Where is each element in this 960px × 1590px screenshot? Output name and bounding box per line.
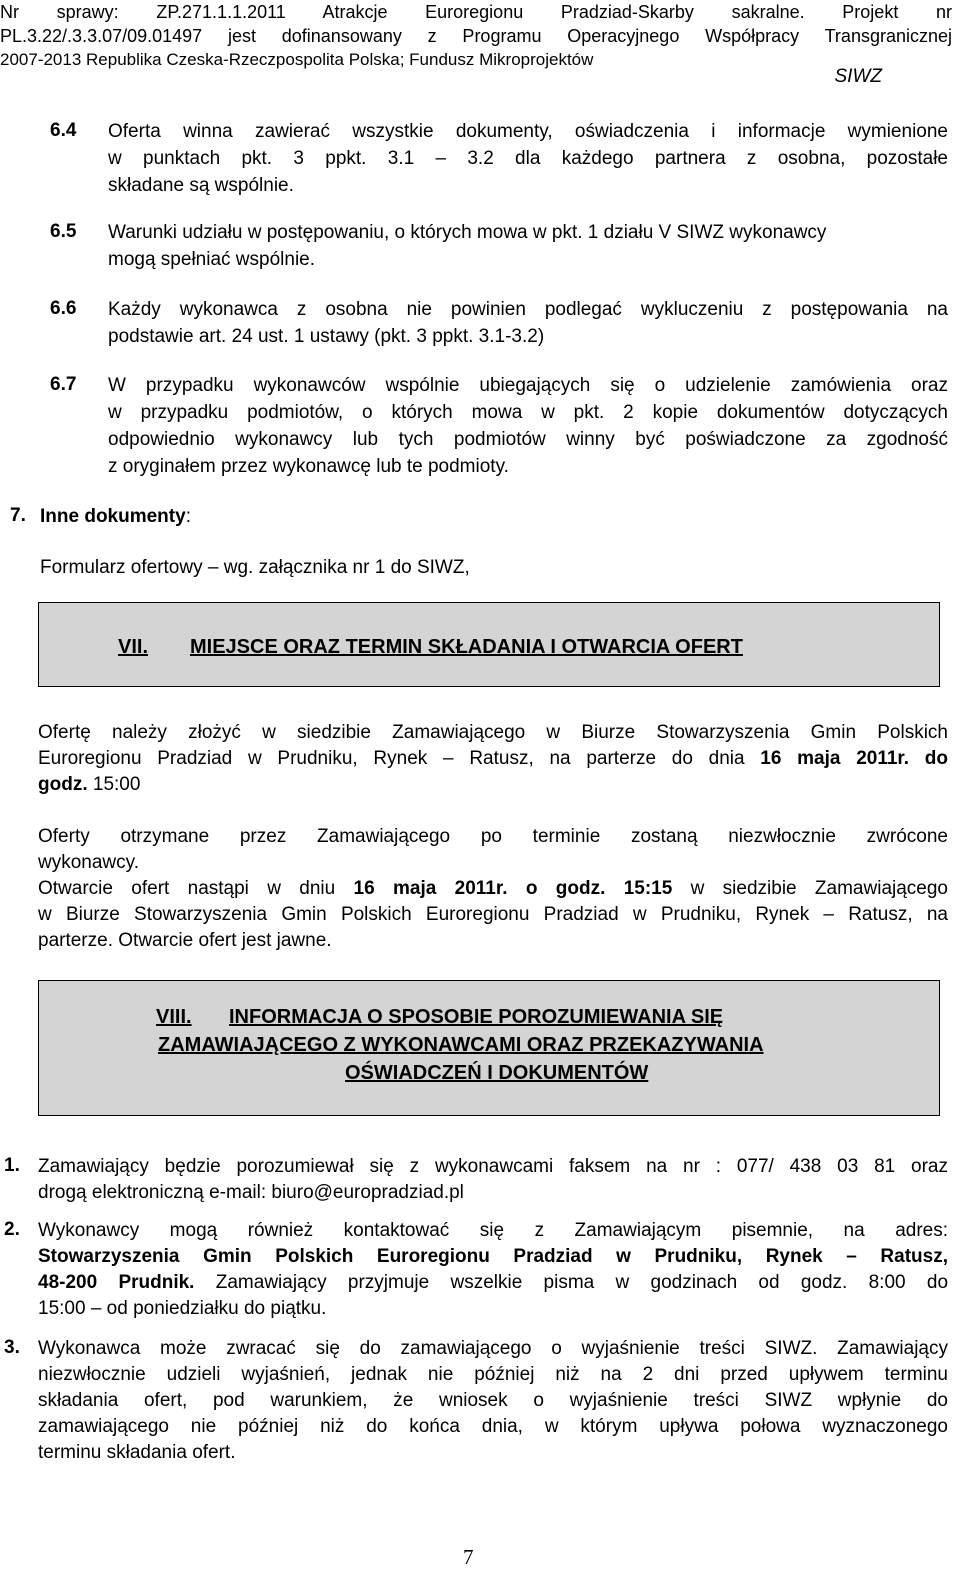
viii-item-3-line-3: składania ofert, pod warunkiem, że wniosek o wyjaśnienie treści SIWZ wpłynie do	[38, 1390, 948, 1411]
viii-item-1-number: 1.	[4, 1155, 20, 1176]
vii-para3-text-d: w siedzibie Zamawiającego	[672, 878, 949, 899]
vii-para3-text-a: Otwarcie ofert nastąpi w dniu	[38, 878, 354, 899]
point-6-5-line-1: Warunki udziału w postępowaniu, o których mowa w pkt. 1 działu V SIWZ wykonawcy	[108, 222, 827, 243]
point-6-7-line-1: W przypadku wykonawców wspólnie ubiegających się o udzielenie zamówienia oraz	[108, 375, 948, 396]
section-vii-box	[38, 602, 940, 687]
section-7-colon: :	[185, 506, 191, 527]
viii-item-1-line-1: Zamawiający będzie porozumiewał się z wykonawcami faksem na nr : 077/ 438 03 81 oraz	[38, 1156, 948, 1177]
viii-item-3-line-1: Wykonawca może zwracać się do zamawiającego o wyjaśnienie treści SIWZ. Zamawiający	[38, 1338, 948, 1359]
page-number: 7	[463, 1545, 474, 1569]
header-line-1: Nr sprawy: ZP.271.1.1.2011 Atrakcje Euroregionu Pradziad-Skarby sakralne. Projekt nr	[0, 2, 952, 22]
point-6-7-line-4: z oryginałem przez wykonawcę lub te podmioty.	[108, 456, 509, 477]
vii-para3-line-1	[38, 877, 948, 901]
viii-item-2-line-4: 15:00 – od poniedziałku do piątku.	[38, 1298, 327, 1319]
viii-item-2-line-2: Stowarzyszenia Gmin Polskich Euroregionu Pradziad w Prudniku, Rynek – Ratusz,	[38, 1246, 948, 1267]
header-line-3: 2007-2013 Republika Czeska-Rzeczpospolita Polska; Fundusz Mikroprojektów	[0, 50, 594, 69]
vii-para1-line-1: Ofertę należy złożyć w siedzibie Zamawiającego w Biurze Stowarzyszenia Gmin Polskich	[38, 722, 948, 743]
viii-item-2-city: 48-200 Prudnik.	[38, 1272, 195, 1293]
point-6-4-line-2: w punktach pkt. 3 ppkt. 3.1 – 3.2 dla każdego partnera z osobna, pozostałe	[108, 148, 948, 169]
vii-deadline-date: 16 maja 2011r. do	[760, 748, 948, 769]
vii-deadline-godz: godz.	[38, 774, 88, 795]
section-viii-box	[38, 980, 940, 1116]
point-6-6-line-2: podstawie art. 24 ust. 1 ustawy (pkt. 3 ppkt. 3.1-3.2)	[108, 326, 545, 347]
viii-item-2-number: 2.	[4, 1219, 20, 1240]
vii-opening-time: 15:15	[605, 878, 673, 899]
section-viii-title-line-1: INFORMACJA O SPOSOBIE POROZUMIEWANIA SIĘ	[229, 1006, 724, 1028]
section-vii-title: MIEJSCE ORAZ TERMIN SKŁADANIA I OTWARCIA OFERT	[190, 636, 743, 658]
point-6-7-number: 6.7	[50, 374, 77, 395]
siwz-label: SIWZ	[834, 66, 882, 87]
point-6-4-number: 6.4	[50, 120, 77, 141]
point-6-4-line-1: Oferta winna zawierać wszystkie dokumenty, oświadczenia i informacje wymienione	[108, 121, 948, 142]
viii-item-2-line-3	[38, 1271, 948, 1295]
vii-para1-line-3	[38, 773, 948, 797]
viii-item-3-line-5: terminu składania ofert.	[38, 1442, 236, 1463]
vii-opening-date: 16 maja 2011r. o godz.	[353, 878, 606, 899]
viii-item-2-hours: Zamawiający przyjmuje wszelkie pisma w godzinach od godz. 8:00 do	[194, 1272, 949, 1293]
viii-item-3-line-4: zamawiającego nie później niż do końca dnia, w którym upływa połowa wyznaczonego	[38, 1416, 948, 1437]
vii-para2-line-2: wykonawcy.	[38, 852, 140, 873]
vii-para1-line-2	[38, 747, 948, 771]
section-7-title: Inne dokumenty	[40, 506, 186, 527]
section-viii-title-line-2: ZAMAWIAJĄCEGO Z WYKONAWCAMI ORAZ PRZEKAZYWANIA	[158, 1034, 764, 1056]
point-6-4-line-3: składane są wspólnie.	[108, 175, 294, 196]
point-6-6-line-1: Każdy wykonawca z osobna nie powinien podlegać wykluczeniu z postępowania na	[108, 299, 948, 320]
point-6-7-line-3: odpowiednio wykonawcy lub tych podmiotów winny być poświadczone za zgodność	[108, 429, 948, 450]
point-6-7-line-2: w przypadku podmiotów, o których mowa w pkt. 2 kopie dokumentów dotyczących	[108, 402, 948, 423]
viii-item-3-line-2: niezwłocznie udzieli wyjaśnień, jednak nie później niż na 2 dni przed upływem terminu	[38, 1364, 948, 1385]
viii-item-2-line-1: Wykonawcy mogą również kontaktować się z Zamawiającym pisemnie, na adres:	[38, 1220, 948, 1241]
section-7-number: 7.	[10, 505, 26, 526]
vii-para3-line-2: w Biurze Stowarzyszenia Gmin Polskich Euroregionu Pradziad w Prudniku, Rynek – Ratusz, na	[38, 904, 948, 925]
vii-para2-line-1: Oferty otrzymane przez Zamawiającego po terminie zostaną niezwłocznie zwrócone	[38, 826, 948, 847]
point-6-6-number: 6.6	[50, 298, 77, 319]
viii-item-3-number: 3.	[4, 1337, 20, 1358]
header-line-2: PL.3.22/.3.3.07/09.01497 jest dofinansowany z Programu Operacyjnego Współpracy Transgranicznej	[0, 26, 952, 46]
section-7-heading	[40, 505, 640, 529]
viii-item-1-line-2: drogą elektroniczną e-mail: biuro@europradziad.pl	[38, 1182, 464, 1203]
section-7-text: Formularz ofertowy – wg. załącznika nr 1 do SIWZ,	[40, 557, 470, 578]
point-6-5-line-2: mogą spełniać wspólnie.	[108, 249, 316, 270]
vii-para1-line-2-text: Euroregionu Pradziad w Prudniku, Rynek – Ratusz, na parterze do dnia	[38, 748, 761, 769]
point-6-5-number: 6.5	[50, 221, 77, 242]
vii-deadline-time: 15:00	[87, 774, 141, 795]
section-viii-title-line-3: OŚWIADCZEŃ I DOKUMENTÓW	[345, 1062, 649, 1084]
vii-para3-line-3: parterze. Otwarcie ofert jest jawne.	[38, 930, 332, 951]
section-vii-number: VII.	[118, 636, 149, 658]
section-viii-number: VIII.	[156, 1006, 192, 1028]
